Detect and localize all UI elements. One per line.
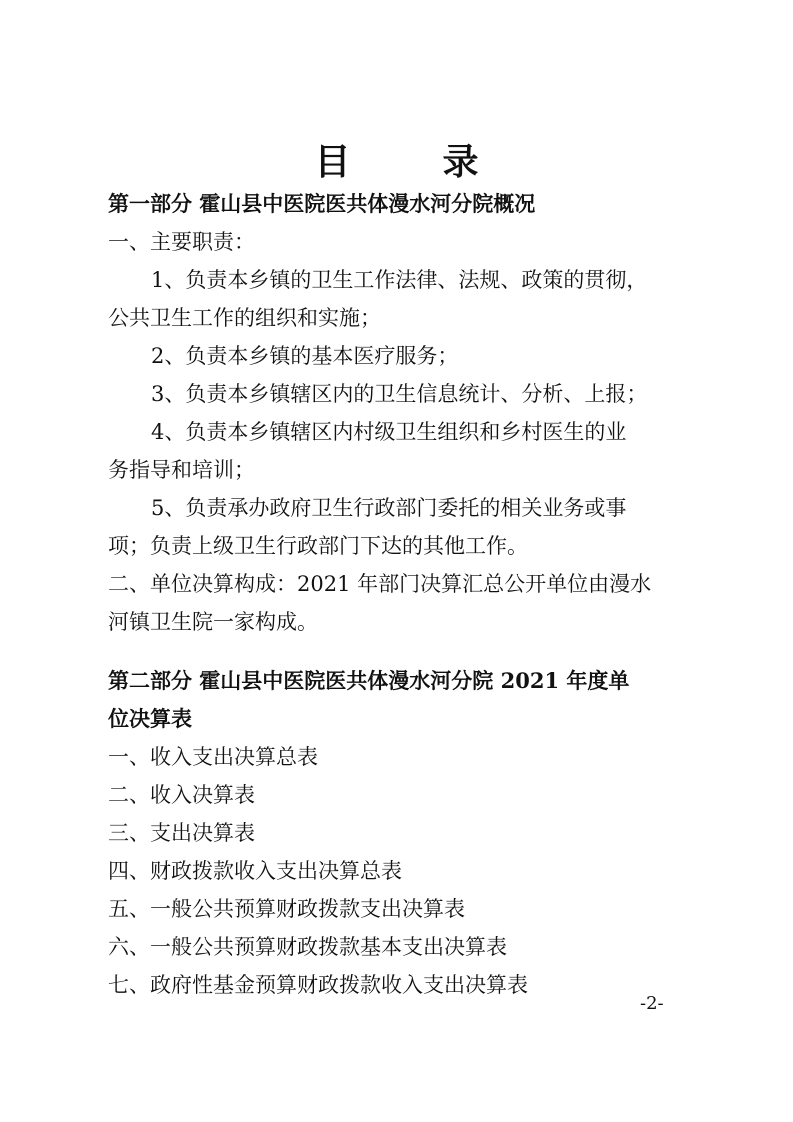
toc-item-7: 七、政府性基金预算财政拨款收入支出决算表 (108, 973, 528, 997)
toc-item-2: 二、收入决算表 (108, 783, 255, 807)
duty-3: 3、负责本乡镇辖区内的卫生信息统计、分析、上报； (151, 382, 648, 406)
duty-4-line-1: 4、负责本乡镇辖区内村级卫生组织和乡村医生的业 (151, 420, 627, 444)
duty-5-line-2: 项；负责上级卫生行政部门下达的其他工作。 (108, 534, 528, 558)
part2-heading-line-2: 位决算表 (108, 706, 192, 731)
part2-heading-line-1: 第二部分 霍山县中医院医共体漫水河分院 2021 年度单 (108, 668, 630, 693)
toc-item-5: 五、一般公共预算财政拨款支出决算表 (108, 897, 465, 921)
composition-line-2: 河镇卫生院一家构成。 (108, 610, 318, 634)
duty-4-line-2: 务指导和培训； (108, 458, 255, 482)
duty-5-line-1: 5、负责承办政府卫生行政部门委托的相关业务或事 (151, 496, 627, 520)
duty-1-line-1: 1、负责本乡镇的卫生工作法律、法规、政策的贯彻， (151, 268, 648, 292)
duty-2: 2、负责本乡镇的基本医疗服务； (151, 344, 459, 368)
toc-item-3: 三、支出决算表 (108, 821, 255, 845)
toc-item-4: 四、财政拨款收入支出决算总表 (108, 859, 402, 883)
duties-heading: 一、主要职责： (108, 230, 255, 254)
page-number: -2- (640, 993, 664, 1014)
toc-item-1: 一、收入支出决算总表 (108, 745, 318, 769)
part1-section (108, 185, 698, 641)
part1-heading: 第一部分 霍山县中医院医共体漫水河分院概况 (108, 191, 536, 216)
duty-1-line-2: 公共卫生工作的组织和实施； (108, 306, 381, 330)
toc-item-6: 六、一般公共预算财政拨款基本支出决算表 (108, 935, 507, 959)
part2-section (108, 662, 698, 1004)
page-title: 目 录 (314, 141, 507, 183)
composition-line-1: 二、单位决算构成：2021 年部门决算汇总公开单位由漫水 (108, 572, 652, 596)
